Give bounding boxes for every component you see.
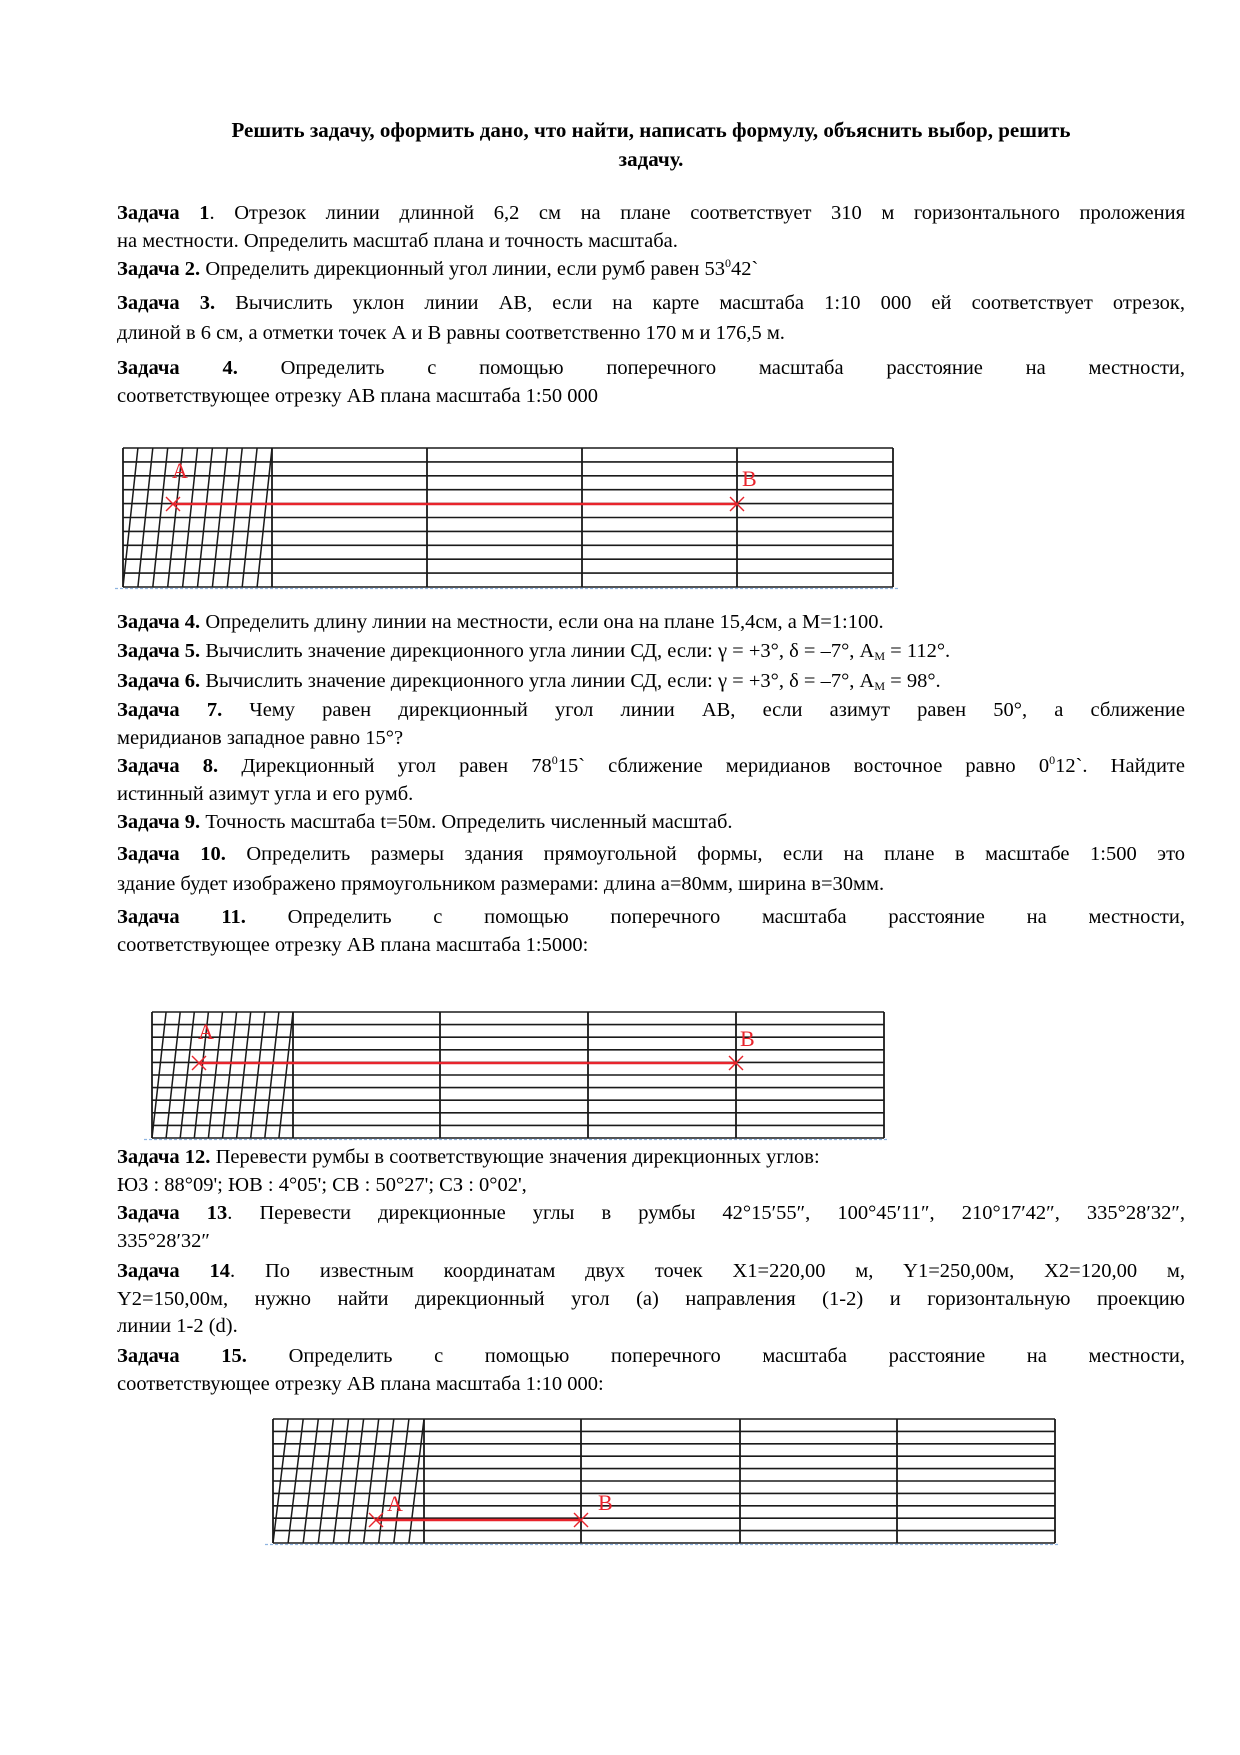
task-12: Задача 12. Перевести румбы в соответствующие значения дирекционных углов: ЮЗ : 88°09'; ЮВ : 4°05'; СВ : 50°27'; СЗ : 0°02', xyxy=(117,1146,820,1196)
task-label: Задача 15. xyxy=(117,1345,247,1367)
task-label: Задача 10. xyxy=(117,843,226,865)
task-label: Задача 14 xyxy=(117,1260,231,1282)
task-label: Задача 6. xyxy=(117,670,201,692)
point-a-label: A xyxy=(198,1019,214,1044)
transverse-scale-3 xyxy=(265,1419,1060,1545)
task-label: Задача 13 xyxy=(117,1202,228,1224)
task-7: Задача 7. Чему равен дирекционный угол линии АВ, если азимут равен 50°, а сближение меридианов западное равно 15°? xyxy=(117,699,1185,749)
transverse-scale-1 xyxy=(115,448,898,589)
task-15: Задача 15. Определить с помощью поперечного масштаба расстояние на местности, соответствующее отрезку АВ плана масштаба 1:10 000: xyxy=(117,1345,1185,1395)
task-3: Задача 3. Вычислить уклон линии АВ, если на карте масштаба 1:10 000 ей соответствует отрезок, длиной в 6 см, а отметки точек А и В равны соответственно 170 м и 176,5 м. xyxy=(117,292,1186,344)
point-a-label: A xyxy=(387,1491,403,1516)
task-label: Задача 4. xyxy=(117,357,238,379)
task-9: Задача 9. Точность масштаба t=50м. Определить численный масштаб. xyxy=(117,811,733,833)
task-label: Задача 4. xyxy=(117,611,201,633)
transverse-scale-2 xyxy=(144,1012,889,1140)
task-4b: Задача 4. Определить длину линии на местности, если она на плане 15,4см, а М=1:100. xyxy=(117,611,884,633)
task-label: Задача 5. xyxy=(117,640,201,662)
task-label: Задача 7. xyxy=(117,699,223,721)
title-line-2: задачу. xyxy=(618,147,684,171)
task-text: на местности. Определить масштаб плана и точность масштаба. xyxy=(117,229,678,252)
task-13: Задача 13. Перевести дирекционные углы в румбы 42°15′55″, 100°45′11″, 210°17′42″, 335°28′32″, 335°28′32″ xyxy=(117,1202,1186,1252)
task-text: Отрезок линии длинной 6,2 см на плане соответствует 310 м горизонтального проложения xyxy=(234,202,1186,224)
task-label: Задача 11. xyxy=(117,906,246,928)
task-label: Задача 12. xyxy=(117,1146,211,1168)
task-label: Задача 3. xyxy=(117,292,216,314)
task-14: Задача 14. По известным координатам двух точек X1=220,00 м, Y1=250,00м, X2=120,00 м, Y2=150,00м, нужно найти дирекционный угол (a) направления (1-2) и горизонтальную проекцию линии 1-2 (d). xyxy=(117,1260,1186,1337)
task-6: Задача 6. Вычислить значение дирекционного угла линии СД, если: γ = +3°, δ = –7°, $А_М = 98^\circ$. xyxy=(117,670,941,693)
point-a-label: A xyxy=(172,458,188,483)
task-1: Задача 1. Отрезок линии длинной 6,2 см на плане соответствует 310 м горизонтального проложения на местности. Определить масштаб плана и точность масштаба. xyxy=(117,200,1185,255)
task-label: Задача 8. xyxy=(117,755,219,777)
task-5: Задача 5. Вычислить значение дирекционного угла линии СД, если: γ = +3°, δ = –7°, $А_М = 112^\circ$. xyxy=(117,640,951,663)
task-label: Задача 2. xyxy=(117,258,201,280)
task-label: Задача 1 xyxy=(117,202,210,224)
task-2: Задача 2. Определить дирекционный угол линии, если румб равен $53^042`$ xyxy=(117,256,759,280)
task-11: Задача 11. Определить с помощью поперечного масштаба расстояние на местности, соответствующее отрезку АВ плана масштаба 1:5000: xyxy=(117,906,1185,956)
title-line-1: Решить задачу, оформить дано, что найти, написать формулу, объяснить выбор, решить xyxy=(231,118,1071,142)
point-b-label: B xyxy=(740,1026,755,1051)
task-label: Задача 9. xyxy=(117,811,201,833)
task-8: Задача 8. Дирекционный угол равен $78^015`$ сближение меридианов восточное равно $0^012`$. Найдите истинный азимут угла и его румб. xyxy=(117,753,1185,805)
point-b-label: B xyxy=(742,466,757,491)
point-b-label: B xyxy=(598,1490,613,1515)
task-10: Задача 10. Определить размеры здания прямоугольной формы, если на плане в масштабе 1:500 это здание будет изображено прямоугольником размерами: длина а=80мм, ширина в=30мм. xyxy=(117,843,1186,895)
task-4: Задача 4. Определить с помощью поперечного масштаба расстояние на местности, соответствующее отрезку АВ плана масштаба 1:50 000 xyxy=(117,357,1186,407)
